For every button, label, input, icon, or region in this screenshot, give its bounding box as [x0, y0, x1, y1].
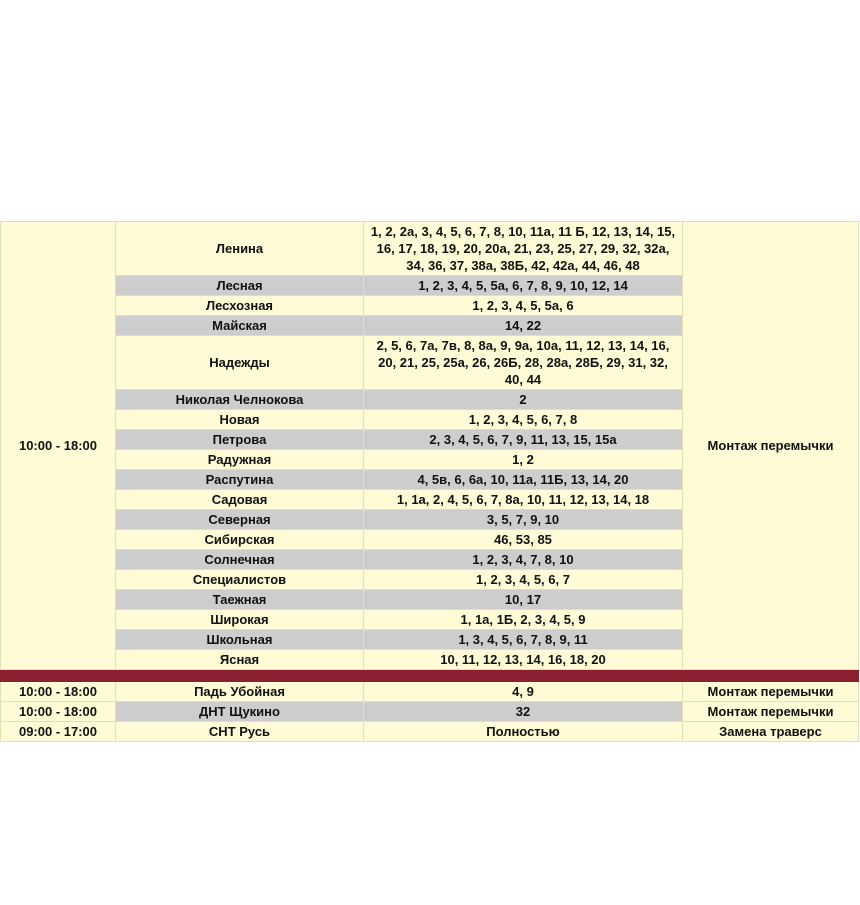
houses-cell: 10, 17 [364, 590, 683, 610]
street-cell: Надежды [116, 336, 364, 390]
houses-cell: 1, 2 [364, 450, 683, 470]
houses-cell: 2 [364, 390, 683, 410]
houses-cell: 1, 2, 3, 4, 7, 8, 10 [364, 550, 683, 570]
houses-cell: 32 [364, 702, 683, 722]
street-cell: Сибирская [116, 530, 364, 550]
houses-cell: 1, 3, 4, 5, 6, 7, 8, 9, 11 [364, 630, 683, 650]
houses-cell: 14, 22 [364, 316, 683, 336]
time-cell: 10:00 - 18:00 [1, 222, 116, 670]
table-row [1, 702, 859, 722]
houses-cell: 1, 1а, 2, 4, 5, 6, 7, 8а, 10, 11, 12, 13, 14, 18 [364, 490, 683, 510]
table-row [1, 222, 859, 276]
street-cell: Ясная [116, 650, 364, 670]
houses-cell: 1, 2, 3, 4, 5, 5а, 6, 7, 8, 9, 10, 12, 14 [364, 276, 683, 296]
houses-cell: 10, 11, 12, 13, 14, 16, 18, 20 [364, 650, 683, 670]
work-cell: Монтаж перемычки [683, 682, 859, 702]
street-cell: Падь Убойная [116, 682, 364, 702]
houses-cell: Полностью [364, 722, 683, 742]
table-row [1, 722, 859, 742]
houses-cell: 2, 3, 4, 5, 6, 7, 9, 11, 13, 15, 15а [364, 430, 683, 450]
houses-cell: 46, 53, 85 [364, 530, 683, 550]
street-cell: Северная [116, 510, 364, 530]
houses-cell: 1, 2, 3, 4, 5, 6, 7, 8 [364, 410, 683, 430]
street-cell: Солнечная [116, 550, 364, 570]
divider-bar [1, 670, 859, 682]
houses-cell: 4, 9 [364, 682, 683, 702]
houses-cell: 1, 2, 3, 4, 5, 5а, 6 [364, 296, 683, 316]
time-cell: 10:00 - 18:00 [1, 682, 116, 702]
houses-cell: 3, 5, 7, 9, 10 [364, 510, 683, 530]
street-cell: Специалистов [116, 570, 364, 590]
time-cell: 09:00 - 17:00 [1, 722, 116, 742]
houses-cell: 1, 2, 3, 4, 5, 6, 7 [364, 570, 683, 590]
street-cell: Распутина [116, 470, 364, 490]
work-cell: Монтаж перемычки [683, 702, 859, 722]
street-cell: Радужная [116, 450, 364, 470]
section-divider [1, 670, 859, 682]
street-cell: Николая Челнокова [116, 390, 364, 410]
street-cell: СНТ Русь [116, 722, 364, 742]
outage-schedule [0, 221, 858, 742]
outage-table [0, 221, 859, 742]
houses-cell: 1, 1а, 1Б, 2, 3, 4, 5, 9 [364, 610, 683, 630]
street-cell: Петрова [116, 430, 364, 450]
street-cell: Лесная [116, 276, 364, 296]
street-cell: Широкая [116, 610, 364, 630]
work-cell: Замена траверс [683, 722, 859, 742]
table-row [1, 682, 859, 702]
work-cell: Монтаж перемычки [683, 222, 859, 670]
street-cell: Ленина [116, 222, 364, 276]
street-cell: Лесхозная [116, 296, 364, 316]
time-cell: 10:00 - 18:00 [1, 702, 116, 722]
street-cell: Майская [116, 316, 364, 336]
street-cell: Новая [116, 410, 364, 430]
houses-cell: 1, 2, 2а, 3, 4, 5, 6, 7, 8, 10, 11а, 11 Б, 12, 13, 14, 15, 16, 17, 18, 19, 20, 20а, 21, 23, 25, 27, 29, 32, 32а, 34, 36, 37, 38а, 38Б, 42, 42а, 44, 46, 48 [364, 222, 683, 276]
street-cell: Таежная [116, 590, 364, 610]
street-cell: Садовая [116, 490, 364, 510]
street-cell: ДНТ Щукино [116, 702, 364, 722]
houses-cell: 4, 5в, 6, 6а, 10, 11а, 11Б, 13, 14, 20 [364, 470, 683, 490]
houses-cell: 2, 5, 6, 7а, 7в, 8, 8а, 9, 9а, 10а, 11, 12, 13, 14, 16, 20, 21, 25, 25а, 26, 26Б, 28, 28а, 28Б, 29, 31, 32, 40, 44 [364, 336, 683, 390]
street-cell: Школьная [116, 630, 364, 650]
